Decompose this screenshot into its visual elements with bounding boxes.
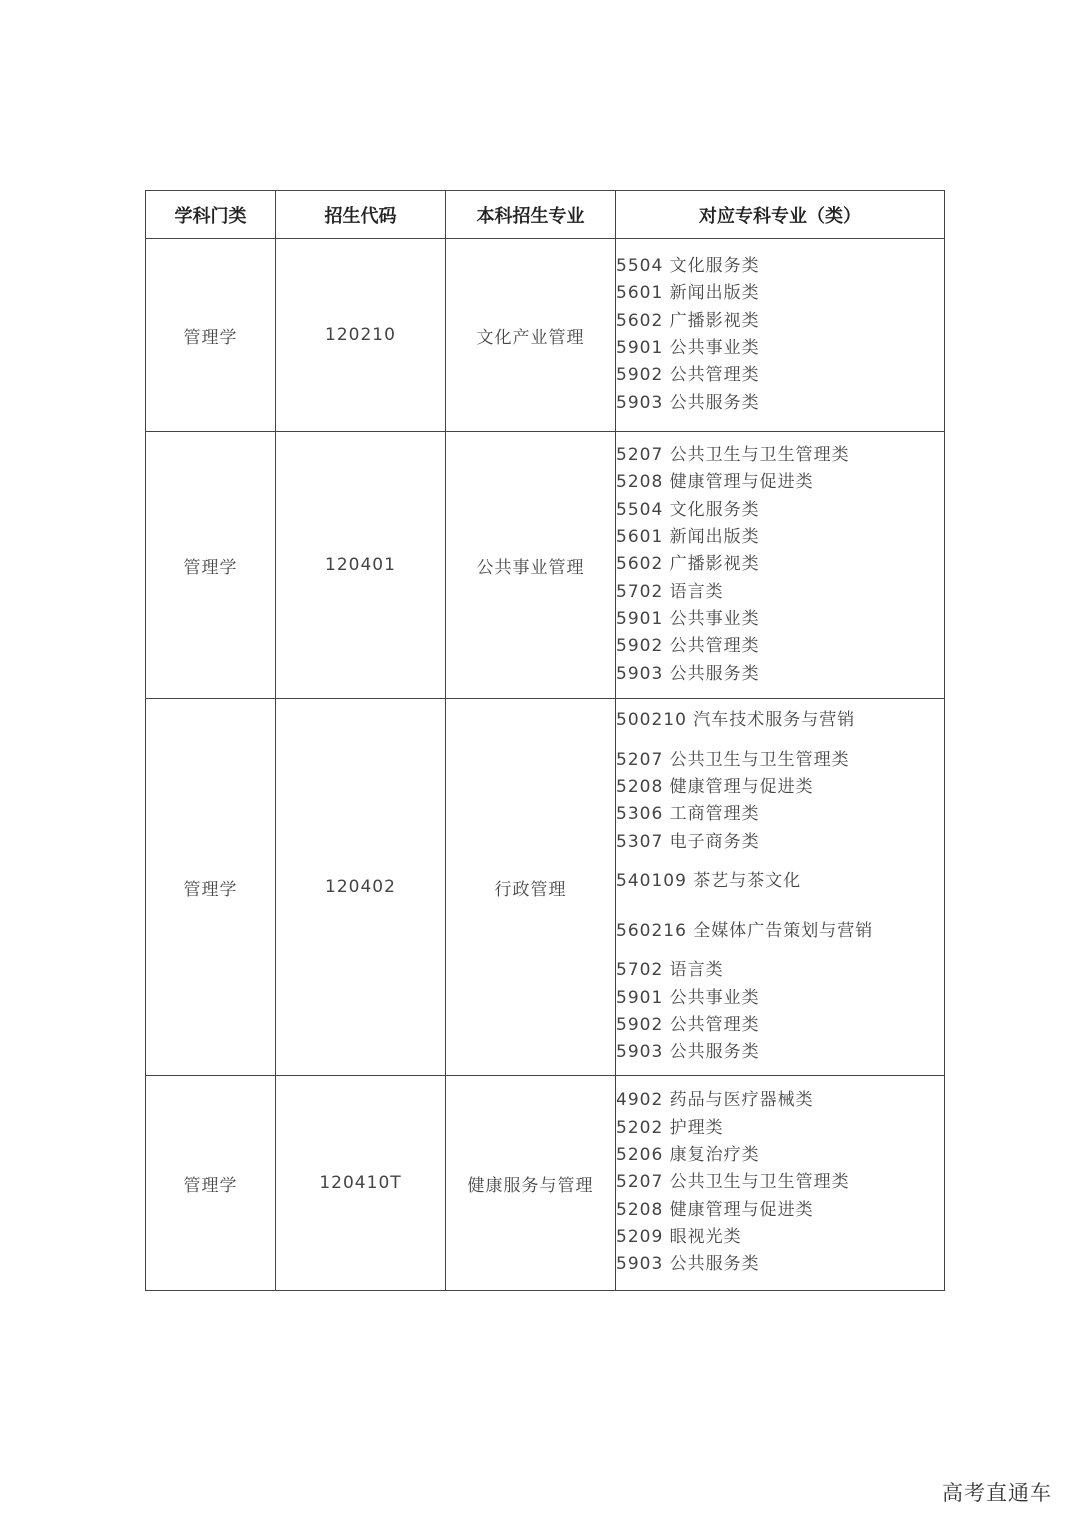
related-item: 5504 文化服务类 [616,499,760,520]
code-cell: 120210 [276,239,446,432]
related-item: 5702 语言类 [616,581,724,602]
related-cell [616,432,945,699]
related-item: 560216 全媒体广告策划与营销 [616,921,874,942]
related-item: 5206 康复治疗类 [616,1145,760,1166]
header-related: 对应专科专业（类） [616,191,945,239]
watermark: 高考直通车 [942,1481,1052,1505]
code-cell: 120410T [276,1076,446,1291]
related-item: 540109 茶艺与茶文化 [616,870,802,891]
related-item: 5903 公共服务类 [616,663,760,684]
related-item: 5903 公共服务类 [616,392,760,413]
related-item: 5902 公共管理类 [616,636,760,657]
category-cell: 管理学 [146,1076,276,1291]
related-item: 5208 健康管理与促进类 [616,1199,814,1220]
related-item: 5209 眼视光类 [616,1226,742,1247]
major-cell: 行政管理 [446,699,616,1076]
major-cell: 公共事业管理 [446,432,616,699]
related-cell [616,699,945,1076]
related-item: 5307 电子商务类 [616,831,760,852]
related-cell [616,239,945,432]
code-cell: 120401 [276,432,446,699]
table-row [146,239,945,432]
header-code: 招生代码 [276,191,446,239]
related-item: 5504 文化服务类 [616,256,760,277]
related-item: 5903 公共服务类 [616,1042,760,1063]
related-item: 4902 药品与医疗器械类 [616,1090,814,1111]
code-cell: 120402 [276,699,446,1076]
related-item: 5902 公共管理类 [616,365,760,386]
major-table [145,190,945,1291]
related-item: 5901 公共事业类 [616,608,760,629]
related-item: 5207 公共卫生与卫生管理类 [616,749,850,770]
category-cell: 管理学 [146,432,276,699]
major-cell: 健康服务与管理 [446,1076,616,1291]
related-item: 500210 汽车技术服务与营销 [616,710,856,731]
related-item: 5901 公共事业类 [616,338,760,358]
category-cell: 管理学 [146,239,276,432]
related-item: 5602 广播影视类 [616,554,760,575]
table-row [146,1076,945,1291]
related-item: 5901 公共事业类 [616,987,760,1008]
related-item: 5601 新闻出版类 [616,283,760,304]
related-item: 5208 健康管理与促进类 [616,472,814,493]
category-cell: 管理学 [146,699,276,1076]
related-item: 5903 公共服务类 [616,1254,760,1275]
related-cell [616,1076,945,1291]
related-item: 5902 公共管理类 [616,1015,760,1036]
related-item: 5202 护理类 [616,1117,724,1138]
header-category: 学科门类 [146,191,276,239]
table-row [146,699,945,1076]
related-item: 5602 广播影视类 [616,310,760,331]
table-row [146,432,945,699]
related-item: 5306 工商管理类 [616,804,760,825]
related-item: 5207 公共卫生与卫生管理类 [616,1172,850,1193]
major-cell: 文化产业管理 [446,239,616,432]
related-item: 5208 健康管理与促进类 [616,776,814,797]
header-row [146,191,945,239]
related-item: 5702 语言类 [616,960,724,981]
related-item: 5207 公共卫生与卫生管理类 [616,445,850,466]
header-major: 本科招生专业 [446,191,616,239]
related-item: 5601 新闻出版类 [616,527,760,548]
